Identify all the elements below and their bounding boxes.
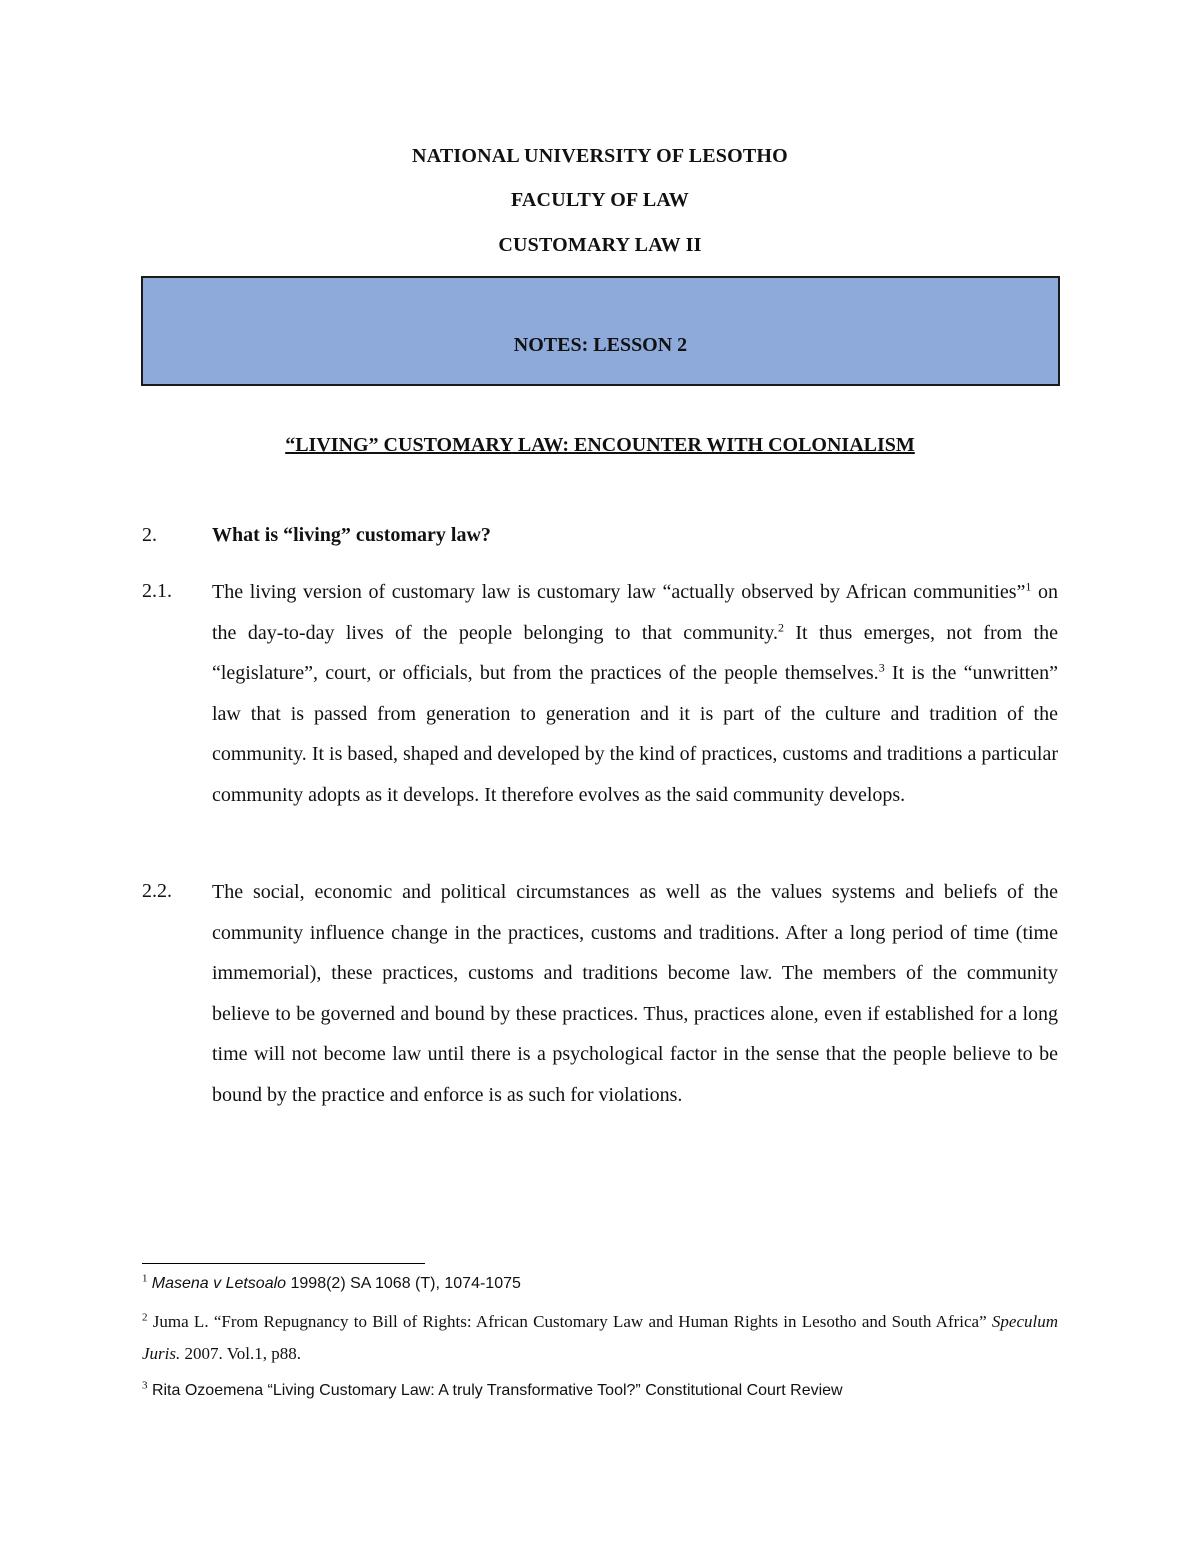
footnote-separator bbox=[142, 1263, 425, 1264]
paragraph-text: It is the “unwritten” law that is passed from generation to generation and it is part of the culture and tradition of the community. It is based, shaped and developed by the kind of practices, customs and traditions a particular community adopts as it develops. It therefore evolves as the said community develops. bbox=[212, 662, 1058, 806]
paragraph-text: It thus emerges, not from the “legislature”, court, or officials, but from the practices of the people themselves. bbox=[212, 621, 1058, 685]
faculty-heading: FACULTY OF LAW bbox=[510, 189, 689, 211]
course-heading: CUSTOMARY LAW II bbox=[498, 234, 702, 256]
footnote-text: 1998(2) SA 1068 (T), 1074-1075 bbox=[286, 1275, 521, 1292]
paragraph-text: on the day-to-day lives of the people belonging to that community. bbox=[212, 581, 1059, 644]
footnote-mark: 1 bbox=[142, 1272, 148, 1285]
paragraph-2-2: The social, economic and political circumstances as well as the values systems and beliefs of the community influence change in the practices, customs and traditions. After a long period of time (time immemorial), these practices, customs and traditions become law. The members of the community believe to be governed and bound by these practices. Thus, practices alone, even if established for a long time will not become law until there is a psychological factor in the sense that the people believe to be bound by the practice and enforce is as such for violations. bbox=[212, 881, 1058, 1106]
notes-banner-label: NOTES: LESSON 2 bbox=[513, 334, 688, 356]
footnote-reference: 3 bbox=[878, 660, 885, 675]
footnote-text: Juma L. “From Repugnancy to Bill of Rights: African Customary Law and Human Rights in Lesotho and South Africa” bbox=[147, 1312, 992, 1331]
paragraph-2-1 bbox=[212, 572, 1058, 816]
section-number: 2. bbox=[142, 524, 157, 546]
document-title: “LIVING” CUSTOMARY LAW: ENCOUNTER WITH COLONIALISM bbox=[285, 434, 915, 456]
footnote-mark: 3 bbox=[142, 1379, 148, 1392]
paragraph-number: 2.2. bbox=[142, 880, 172, 902]
paragraph-text: The living version of customary law is customary law “actually observed by African communities” bbox=[212, 581, 1026, 603]
footnote-mark: 2 bbox=[142, 1311, 148, 1324]
notes-banner bbox=[141, 276, 1060, 386]
institution-heading: NATIONAL UNIVERSITY OF LESOTHO bbox=[412, 145, 788, 167]
footnote-text: Rita Ozoemena “Living Customary Law: A truly Transformative Tool?” Constitutional Court Review bbox=[147, 1382, 843, 1399]
footnote-3 bbox=[142, 1374, 1058, 1407]
footnote-2 bbox=[142, 1306, 1058, 1370]
footnote-1 bbox=[142, 1267, 1058, 1300]
footnote-text: 2007. Vol.1, p88. bbox=[180, 1344, 302, 1363]
footnote-reference: 1 bbox=[1025, 579, 1032, 594]
case-name: Masena v Letsoalo bbox=[151, 1275, 287, 1292]
paragraph-number: 2.1. bbox=[142, 580, 172, 602]
journal-name: Speculum Juris. bbox=[142, 1312, 1058, 1363]
section-heading: What is “living” customary law? bbox=[212, 524, 491, 546]
footnote-reference: 2 bbox=[778, 619, 785, 634]
